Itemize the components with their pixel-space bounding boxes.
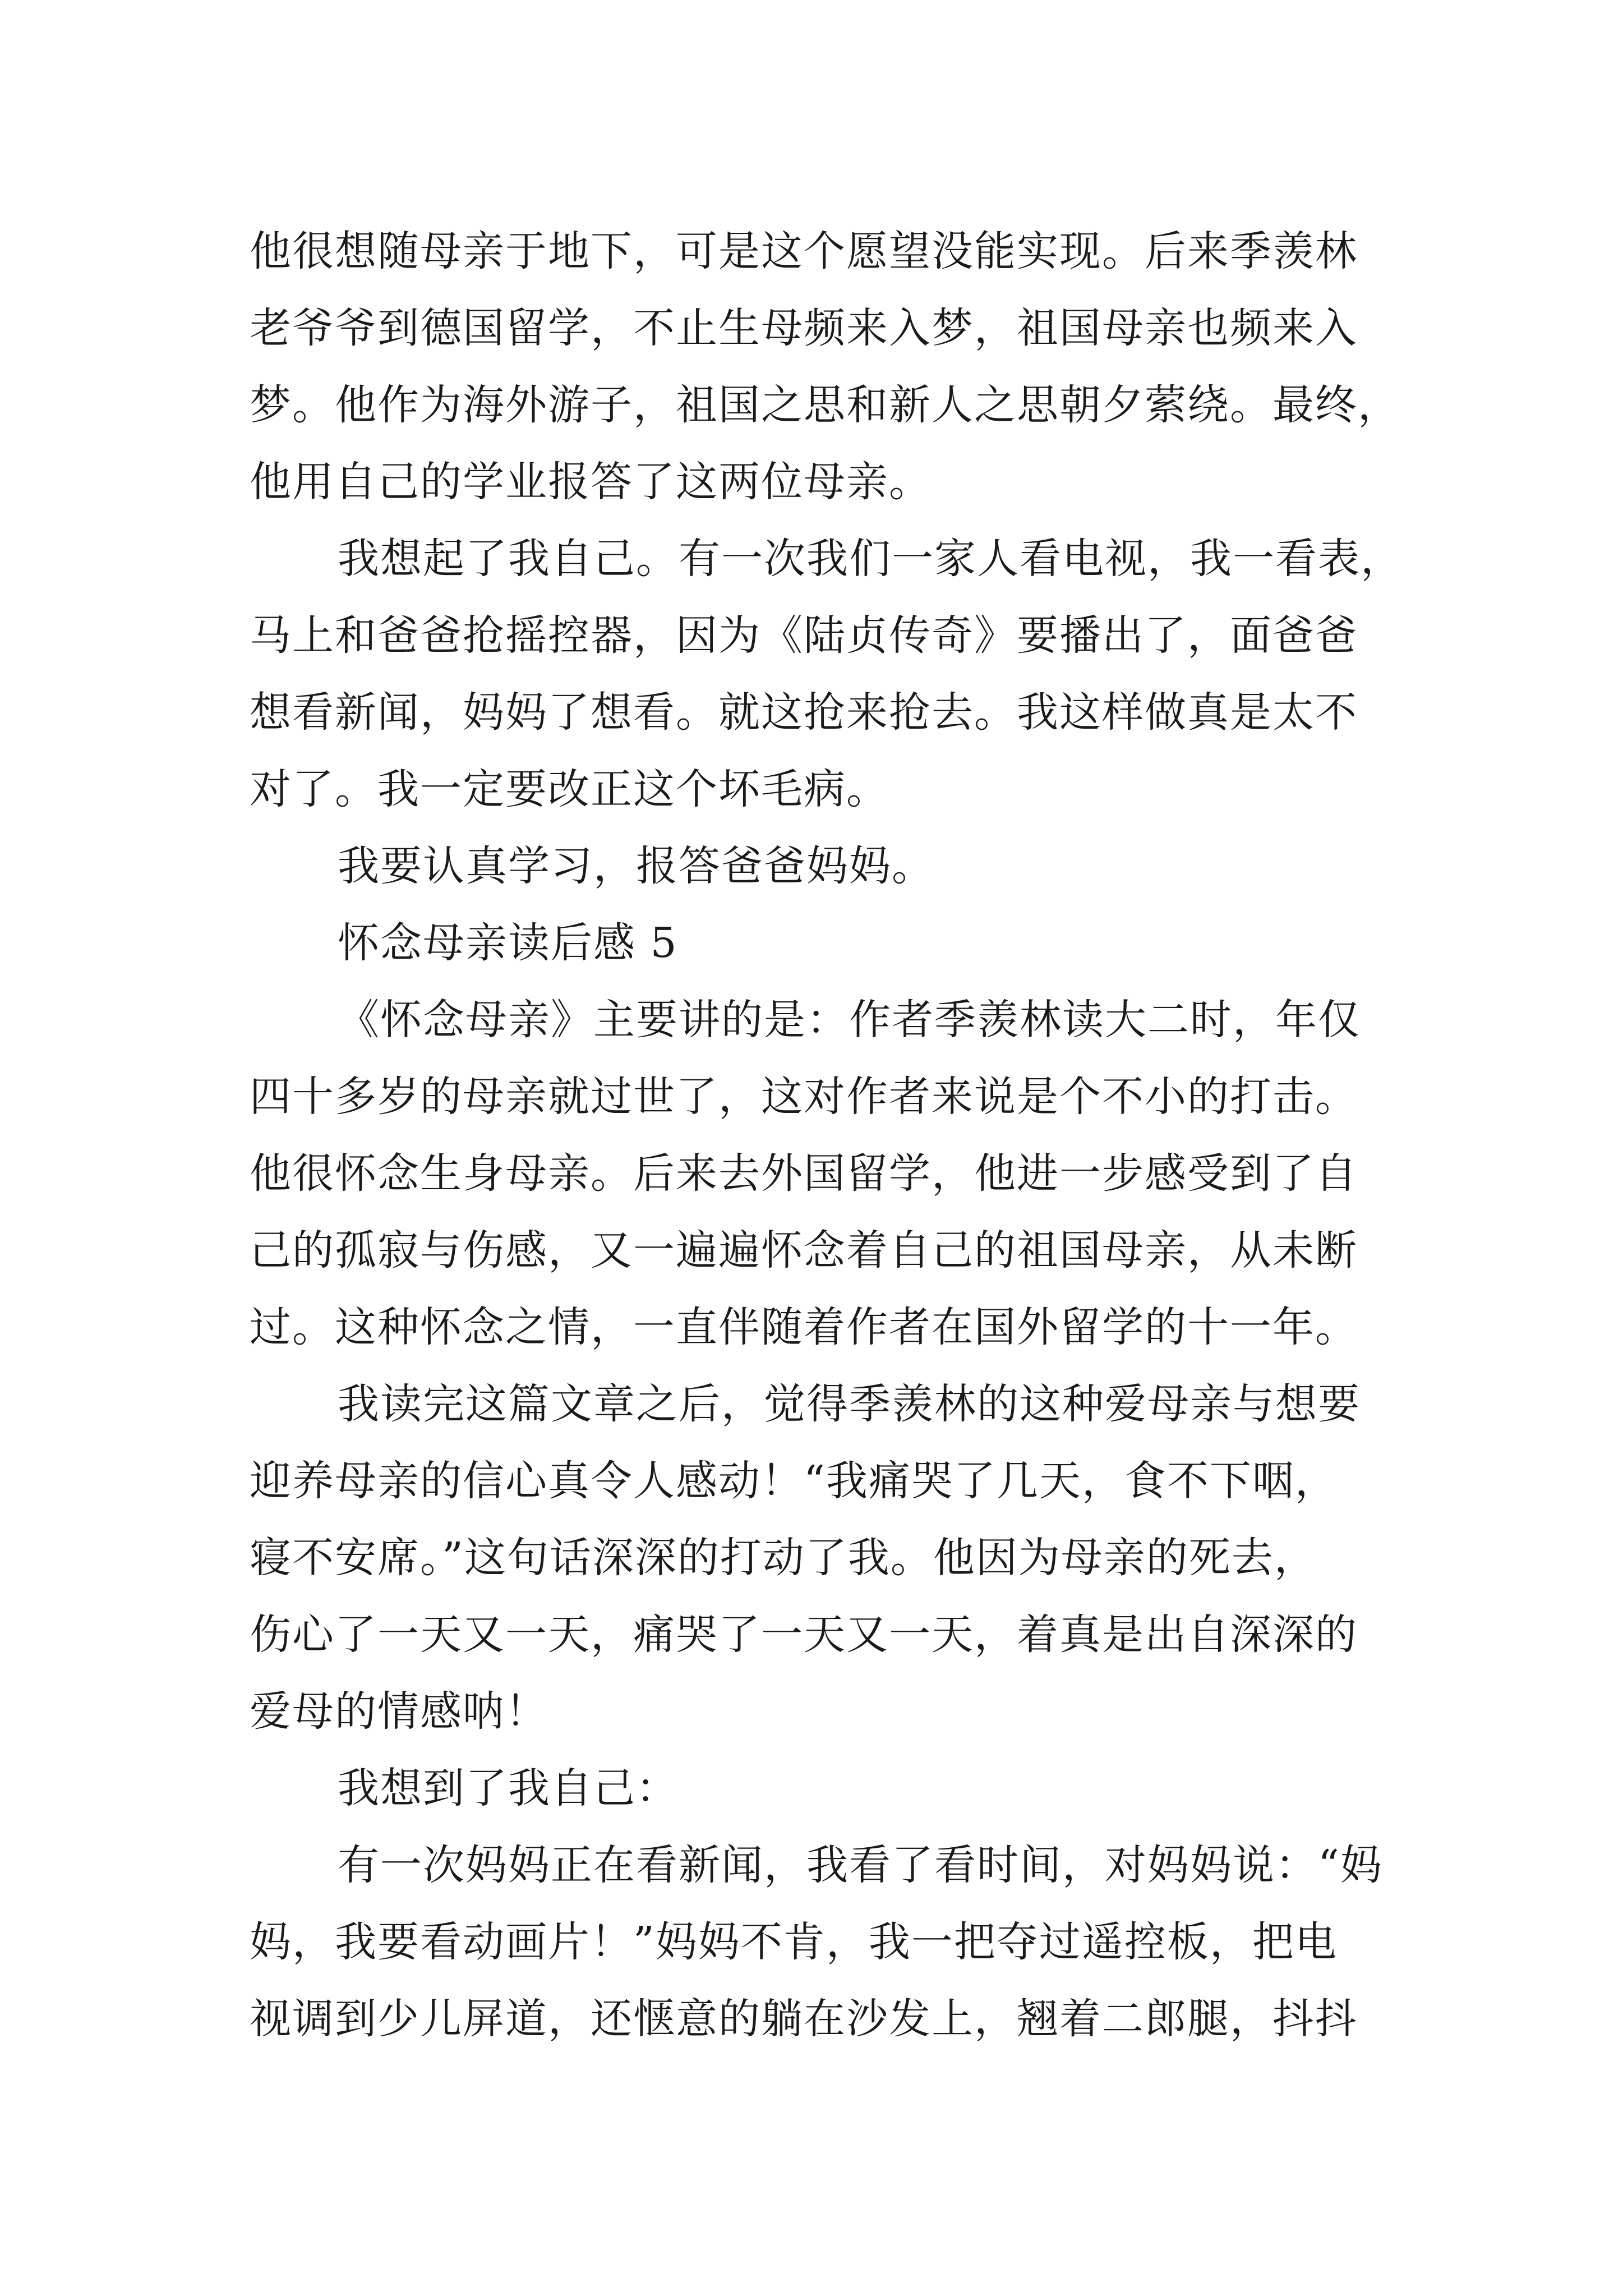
text-line-15: 过。这种怀念之情，一直伴随着作者在国外留学的十一年。 (250, 1303, 1358, 1351)
text-line-23: 妈，我要看动画片！”妈妈不肯，我一把夺过遥控板，把电 (250, 1918, 1338, 1966)
text-line-2: 老爷爷到德国留学，不止生母频来入梦，祖国母亲也频来入 (250, 304, 1358, 352)
text-line-22: 有一次妈妈正在看新闻，我看了看时间，对妈妈说：“妈 (338, 1841, 1383, 1889)
text-line-21: 我想到了我自己： (338, 1764, 679, 1812)
text-line-19: 伤心了一天又一天，痛哭了一天又一天，着真是出自深深的 (250, 1611, 1358, 1659)
text-line-18: 寝不安席。”这句话深深的打动了我。他因为母亲的死去， (250, 1534, 1317, 1582)
text-line-8: 对了。我一定要改正这个坏毛病。 (250, 765, 889, 813)
text-line-6: 马上和爸爸抢摇控器，因为《陆贞传奇》要播出了，面爸爸 (250, 611, 1358, 660)
text-line-7: 想看新闻，妈妈了想看。就这抢来抢去。我这样做真是太不 (250, 688, 1358, 737)
text-line-20: 爱母的情感呐！ (250, 1687, 548, 1736)
text-line-13: 他很怀念生身母亲。后来去外国留学，他进一步感受到了自 (250, 1149, 1358, 1198)
text-line-17: 迎养母亲的信心真令人感动！“我痛哭了几天，食不下咽， (250, 1457, 1338, 1505)
text-line-1: 他很想随母亲于地下，可是这个愿望没能实现。后来季羡林 (250, 227, 1358, 275)
text-line-14: 己的孤寂与伤感，又一遍遍怀念着自己的祖国母亲，从未断 (250, 1226, 1358, 1274)
section-heading: 怀念母亲读后感 5 (338, 919, 678, 967)
text-line-24: 视调到少儿屏道，还惬意的躺在沙发上，翘着二郎腿，抖抖 (250, 1995, 1358, 2043)
text-line-5: 我想起了我自己。有一次我们一家人看电视，我一看表， (338, 535, 1403, 583)
text-line-9: 我要认真学习，报答爸爸妈妈。 (338, 842, 934, 890)
text-line-3: 梦。他作为海外游子，祖国之思和新人之思朝夕萦绕。最终， (250, 381, 1400, 429)
text-line-4: 他用自己的学业报答了这两位母亲。 (250, 458, 932, 506)
text-line-12: 四十多岁的母亲就过世了，这对作者来说是个不小的打击。 (250, 1073, 1358, 1121)
text-line-11: 《怀念母亲》主要讲的是：作者季羡林读大二时，年仅 (338, 996, 1361, 1044)
document-body (250, 213, 1403, 2058)
text-line-16: 我读完这篇文章之后，觉得季羡林的这种爱母亲与想要 (338, 1380, 1361, 1428)
